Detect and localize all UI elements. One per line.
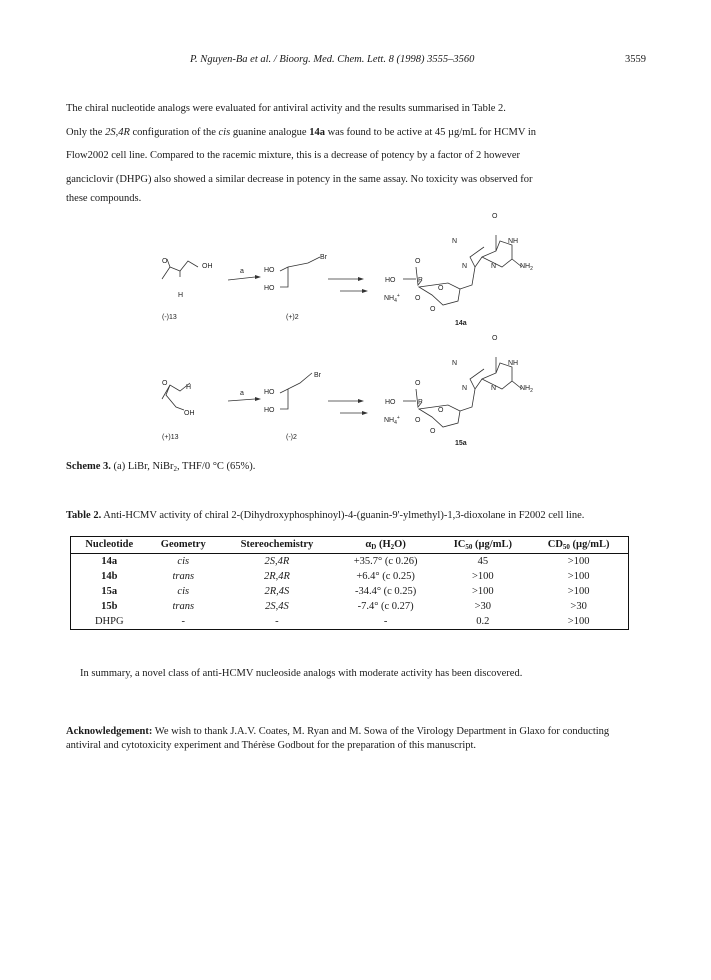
reagent-label: a <box>240 268 244 275</box>
atom-p: P <box>418 399 423 406</box>
atom-n: N <box>491 263 497 270</box>
para-line-5: these compounds. <box>66 192 142 204</box>
para-line-3: Flow2002 cell line. Compared to the racemic mixture, this is a decrease of potency by a factor of 2 however <box>66 150 520 162</box>
running-title: P. Nguyen-Ba et al. / Bioorg. Med. Chem. Lett. 8 (1998) 3555–3560 <box>190 54 475 65</box>
activity-table <box>70 536 629 630</box>
cell-alpha: - <box>383 616 388 627</box>
para-line-1: The chiral nucleotide analogs were evaluated for antiviral activity and the results summarised in Table 2. <box>66 103 506 114</box>
reaction-scheme <box>140 205 560 455</box>
cell-nucleotide: 14b <box>101 571 118 582</box>
atom-nh2: $NH_2$ <box>520 263 533 272</box>
cell-alpha: +35.7° (c 0.26) <box>353 556 418 567</box>
cell-stereo: 2S,4S <box>265 601 289 612</box>
atom-o: O <box>430 306 436 313</box>
acknowledgement: Acknowledgement: We wish to thank J.A.V. Coates, M. Ryan and M. Sowa of the Virology Department in Glaxo for conducting antiviral and cytotoxicity experiment and Thérèse Godbout for the preparation of this manuscript. <box>66 726 610 752</box>
atom-ho: HO <box>385 399 396 406</box>
running-header <box>0 54 711 70</box>
atom-n: N <box>491 385 497 392</box>
col-alpha: $\alpha_D$ $(H_2O)$ <box>335 537 437 554</box>
cell-nucleotide: 15b <box>101 601 118 612</box>
compound-label-14a: 14a <box>455 320 467 327</box>
atom-nh2: $NH_2$ <box>520 385 533 394</box>
cell-ic50: >100 <box>472 571 494 582</box>
cell-geometry: cis <box>177 556 190 567</box>
para-line-2: Only the 2S,4R configuration of the cis guanine analogue 14a was found to be active at 45 µg/mL for HCMV in <box>66 126 537 138</box>
compound-label-13-plus: (+)13 <box>162 434 179 441</box>
atom-o: O <box>415 258 421 265</box>
scheme-caption: Scheme 3. (a) LiBr, NiBr$_2$, THF/0 °C (65%). <box>66 461 256 473</box>
atom-n: N <box>452 238 458 245</box>
table-caption: Table 2. Anti-HCMV activity of chiral 2-(Dihydroxyphosphinoyl)-4-(guanin-9'-ylmethyl)-1,3-dioxolane in F2002 cell line. <box>66 510 585 521</box>
atom-o: O <box>430 428 436 435</box>
cell-cd50: >100 <box>567 571 590 582</box>
atom-nh: NH <box>508 238 519 245</box>
atom-o: O <box>415 417 421 424</box>
cell-ic50: 45 <box>477 556 489 567</box>
atom-o: O <box>438 407 444 414</box>
atom-o: O <box>415 380 421 387</box>
atom-oh: OH <box>202 263 213 270</box>
atom-o: O <box>492 335 498 342</box>
atom-o: O <box>415 295 421 302</box>
cell-geometry: trans <box>172 601 195 612</box>
col-ic50: $IC_{50}$ (µg/mL) <box>436 537 529 554</box>
atom-p: P <box>418 277 423 284</box>
atom-br: Br <box>320 254 327 261</box>
summary-sentence: In summary, a novel class of anti-HCMV nucleoside analogs with moderate activity has been discovered. <box>80 668 523 679</box>
cell-alpha: +6.4° (c 0.25) <box>356 571 415 582</box>
compound-label-2-minus: (-)2 <box>286 434 297 441</box>
results-paragraph <box>66 97 628 206</box>
cell-ic50: >30 <box>474 601 492 612</box>
cell-alpha: -34.4° (c 0.25) <box>354 586 417 597</box>
cell-ic50: 0.2 <box>476 616 490 627</box>
atom-ho: HO <box>264 267 275 274</box>
table-row <box>71 599 629 614</box>
cell-cd50: >100 <box>567 616 590 627</box>
cell-nucleotide: 14a <box>101 556 118 567</box>
atom-nh: NH <box>508 360 519 367</box>
cell-geometry: trans <box>172 571 195 582</box>
compound-label-13-minus: (-)13 <box>162 314 177 321</box>
cell-geometry: cis <box>177 586 190 597</box>
atom-o: O <box>438 285 444 292</box>
atom-ho: HO <box>264 389 275 396</box>
atom-oh: OH <box>184 410 195 417</box>
cell-cd50: >30 <box>570 601 587 612</box>
col-nucleotide: Nucleotide <box>71 537 148 554</box>
cell-nucleotide: 15a <box>101 586 118 597</box>
atom-n: N <box>452 360 458 367</box>
col-geometry: Geometry <box>147 537 219 554</box>
cell-stereo: 2S,4R <box>264 556 290 567</box>
reagent-label: a <box>240 390 244 397</box>
atom-ho: HO <box>264 285 275 292</box>
cell-nucleotide: DHPG <box>94 616 124 627</box>
atom-ho: HO <box>264 407 275 414</box>
cell-cd50: >100 <box>567 556 590 567</box>
cell-ic50: >100 <box>472 586 494 597</box>
cell-cd50: >100 <box>567 586 590 597</box>
atom-n: N <box>462 385 468 392</box>
cell-stereo: - <box>275 616 279 627</box>
atom-o: O <box>162 258 168 265</box>
table-row <box>71 569 629 584</box>
cell-stereo: 2R,4S <box>264 586 290 597</box>
ammonium: $NH_4^+$ <box>384 293 400 304</box>
cell-alpha: -7.4° (c 0.27) <box>357 601 414 612</box>
compound-label-2-plus: (+)2 <box>286 314 299 321</box>
table-header-row <box>71 537 629 554</box>
col-stereochemistry: Stereochemistry <box>219 537 335 554</box>
cell-stereo: 2R,4R <box>263 571 290 582</box>
atom-br: Br <box>314 372 321 379</box>
atom-n: N <box>462 263 468 270</box>
atom-h: H <box>178 292 184 299</box>
table-row <box>71 614 629 630</box>
atom-o: O <box>162 380 168 387</box>
cell-geometry: - <box>181 616 185 627</box>
atom-o: O <box>492 213 498 220</box>
table-row <box>71 554 629 570</box>
col-cd50: $CD_{50}$ (µg/mL) <box>529 537 628 554</box>
page-number: 3559 <box>625 54 646 65</box>
table-row <box>71 584 629 599</box>
compound-label-15a: 15a <box>455 440 467 447</box>
ammonium: $NH_4^+$ <box>384 415 400 426</box>
para-line-4: ganciclovir (DHPG) also showed a similar decrease in potency in the same assay. No toxicity was observed for <box>66 174 533 186</box>
atom-h: H <box>186 384 192 391</box>
atom-ho: HO <box>385 277 396 284</box>
